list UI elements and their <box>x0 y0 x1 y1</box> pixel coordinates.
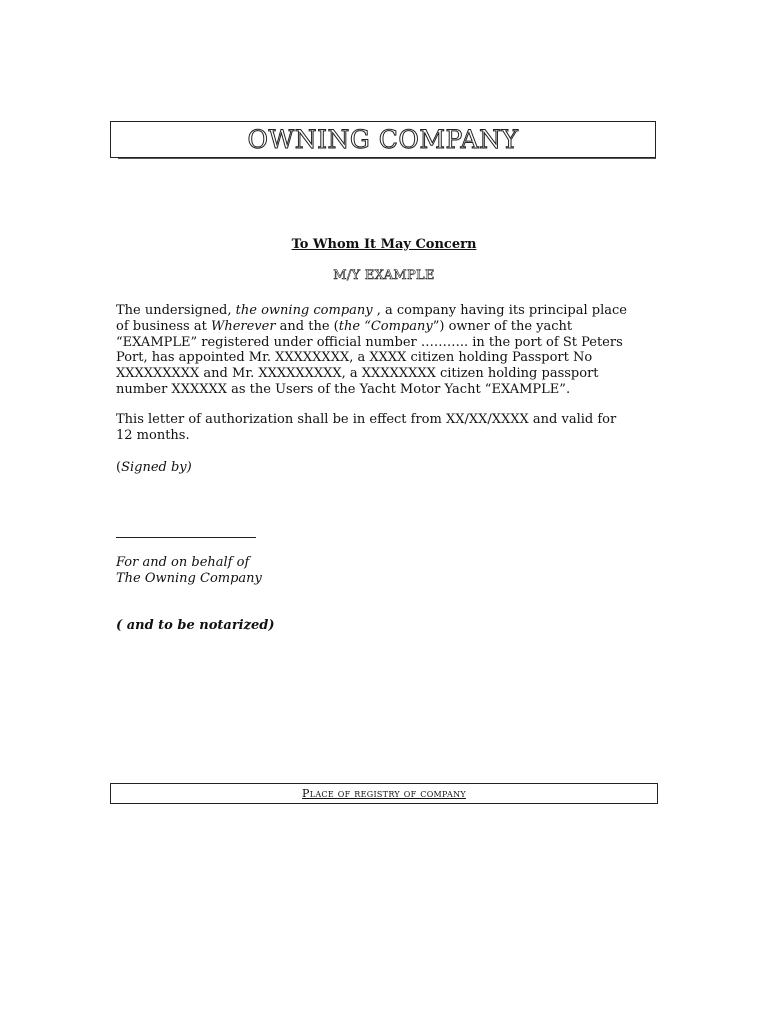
wherever-italic: Wherever <box>210 318 276 334</box>
paragraph-line <box>116 319 656 335</box>
notarized-label: and to be notarized <box>126 618 269 633</box>
paren: ( <box>116 460 122 475</box>
authorization-paragraph <box>116 303 656 398</box>
paragraph-line: XXXXXXXXX and Mr. XXXXXXXXX, a XXXXXXXX citizen holding passport <box>116 366 599 382</box>
company-italic: the “Company <box>338 318 433 334</box>
behalf-line: The Owning Company <box>116 571 262 586</box>
header-box <box>110 121 656 158</box>
text-segment: of business at <box>116 318 211 334</box>
company-title: OWNING COMPANY <box>247 125 519 154</box>
text-segment: ”) owner of the yacht <box>432 318 573 334</box>
salutation: To Whom It May Concern <box>291 237 477 252</box>
paragraph-line <box>116 303 656 319</box>
paren: ) <box>268 618 275 633</box>
on-behalf-block <box>116 555 262 587</box>
text-segment: and the ( <box>275 318 339 334</box>
signed-by <box>116 460 656 476</box>
paragraph-line: “EXAMPLE” registered under official number ……….. in the port of St Peters <box>116 334 623 350</box>
paren: ( <box>116 618 127 633</box>
paragraph-line: This letter of authorization shall be in effect from XX/XX/XXXX and valid for <box>116 412 617 427</box>
signature-line <box>116 537 256 538</box>
owning-company-italic: the owning company <box>235 303 373 318</box>
header-underline <box>118 158 656 159</box>
vessel-name: M/Y EXAMPLE <box>333 268 435 283</box>
footer-box <box>110 783 658 804</box>
paragraph-line: Port, has appointed Mr. XXXXXXXX, a XXXX citizen holding Passport No <box>116 350 593 366</box>
signed-by-label: Signed by) <box>121 460 192 475</box>
paragraph-line: number XXXXXX as the Users of the Yacht Motor Yacht “EXAMPLE”. <box>116 381 571 397</box>
notarized-note <box>116 618 275 633</box>
text-segment: , a company having its principal place <box>372 303 627 318</box>
paragraph-line: 12 months. <box>116 427 190 443</box>
validity-paragraph <box>116 412 656 444</box>
behalf-line: For and on behalf of <box>116 555 250 570</box>
text-segment: The undersigned, <box>116 303 236 318</box>
place-of-registry: Place of registry of company <box>302 787 466 800</box>
